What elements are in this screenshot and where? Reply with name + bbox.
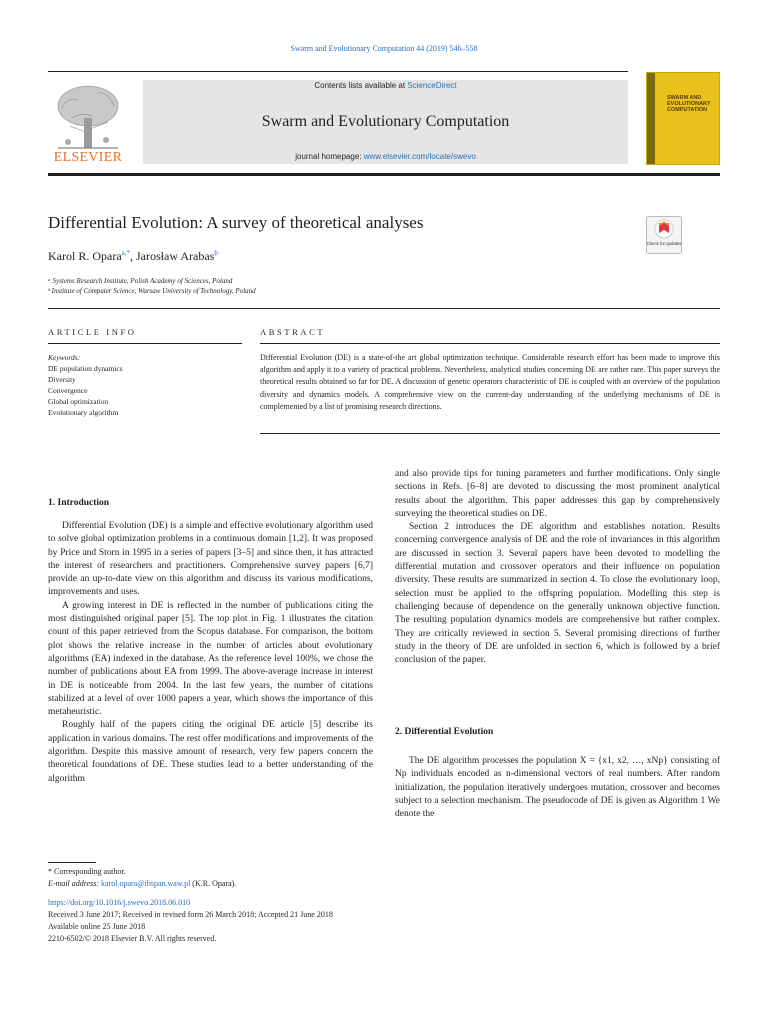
journal-reference-link[interactable]: Swarm and Evolutionary Computation 44 (2019) 546–558 bbox=[290, 44, 478, 53]
article-info-rule bbox=[48, 343, 242, 344]
header-top-rule bbox=[48, 71, 628, 72]
email-suffix: (K.R. Opara). bbox=[190, 879, 237, 888]
footnote bbox=[48, 866, 236, 890]
crossmark-label: Check for updates bbox=[646, 241, 682, 246]
email-line bbox=[48, 878, 236, 890]
keyword-item: Global optimization bbox=[48, 397, 109, 406]
keywords-block bbox=[48, 352, 123, 418]
author-2[interactable]: Jarosław Arabas bbox=[136, 249, 215, 263]
corresponding-author-note bbox=[48, 866, 236, 878]
article-info-heading: ARTICLE INFO bbox=[48, 327, 137, 337]
contents-line bbox=[143, 81, 628, 90]
footnote-marker: * bbox=[48, 867, 52, 876]
email-link[interactable]: karol.opara@ibspan.waw.pl bbox=[101, 879, 191, 888]
available-online: Available online 25 June 2018 bbox=[48, 922, 146, 931]
right-column-section-2 bbox=[395, 755, 720, 821]
publication-info bbox=[48, 897, 333, 945]
elsevier-wordmark: ELSEVIER bbox=[53, 150, 123, 165]
intro-paragraph-4: and also provide tips for tuning parameters and further modifications. Only single sections in Refs. [6–8] are devoted to discussing the most prominent analytical results about the algorithm. This paper addresses this gap by comprehensively surveying the theoretical studies on DE. bbox=[395, 469, 720, 519]
header-bottom-rule bbox=[48, 173, 720, 176]
intro-paragraph-1: Differential Evolution (DE) is a simple and effective evolutionary algorithm used to solve global optimization problems in a continuous domain [1,2]. It was proposed by Price and Storn in 1995 in a series of papers [3–5] and since then, it has attracted the interest of researchers and practitioners. Comprehensive survey papers [6,7] provide an up-to-date view on this algorithm and discuss its various modifications, improvements and uses. bbox=[48, 521, 373, 598]
cover-title: SWARM AND EVOLUTIONARY COMPUTATION bbox=[667, 95, 711, 113]
de-paragraph-1: The DE algorithm processes the population X = {x1, x2, …, xNp} consisting of Np individuals encoded as n-dimensional vectors of real numbers. After random initialization, the population iteratively undergoes mutation, crossover and becomes subject to a selection mechanism. The pseudocode of DE is given as Algorithm 1 We denote the bbox=[395, 756, 720, 820]
doi-link[interactable]: https://doi.org/10.1016/j.swevo.2018.06.010 bbox=[48, 898, 191, 907]
abstract-heading: ABSTRACT bbox=[260, 327, 326, 337]
author-2-affiliation-marker[interactable]: b bbox=[214, 249, 218, 257]
email-label: E-mail address: bbox=[48, 879, 100, 888]
author-1[interactable]: Karol R. Opara bbox=[48, 249, 122, 263]
homepage-prefix: journal homepage: bbox=[295, 152, 364, 161]
affiliation-b: ᵇ Institute of Computer Science, Warsaw University of Technology, Poland bbox=[48, 287, 256, 295]
affiliation-a: ᵃ Systems Research Institute, Polish Academy of Sciences, Poland bbox=[48, 277, 233, 285]
cover-band bbox=[647, 73, 655, 164]
received-dates: Received 3 June 2017; Received in revised form 26 March 2018; Accepted 21 June 2018 bbox=[48, 910, 333, 919]
keywords-label: Keywords: bbox=[48, 353, 81, 362]
abstract-rule bbox=[260, 343, 720, 344]
keyword-item: DE population dynamics bbox=[48, 364, 123, 373]
abstract-bottom-rule bbox=[260, 433, 720, 434]
authors bbox=[48, 249, 218, 264]
intro-paragraph-2: A growing interest in DE is reflected in the number of publications citing the most distinguished original paper [5]. The top plot in Fig. 1 illustrates the citation count of this paper retrieved from the Scopus database. For comparison, the bottom plot shows the relative increase in the number of articles about evolutionary algorithms (EA) indexed in the database. As the reference level 100%, we chose the number of publications about EA from 1999. The above-average increase in interest in DE is noticeable from 2004. In the last few years, the number of citations stabilized at a level of over 1000 papers a year, which shows the importance of this metaheuristic. bbox=[48, 600, 373, 718]
sciencedirect-link[interactable]: ScienceDirect bbox=[407, 81, 457, 90]
introduction-heading: 1. Introduction bbox=[48, 498, 110, 508]
keyword-item: Diversity bbox=[48, 375, 76, 384]
copyright: 2210-6502/© 2018 Elsevier B.V. All rights reserved. bbox=[48, 934, 217, 943]
intro-paragraph-5: Section 2 introduces the DE algorithm and establishes notation. Results concerning convergence analysis of DE and the role of invariances in this algorithm are discussed in section 3. Several papers have been devoted to modelling the differential mutation and crossover operators and their influence on population diversity. These results are summarized in section 4. To close the evolutionary loop, selection must be applied to the offspring population. Modelling this step is challenging because of dependence on the generally unknown objective function. The resulting population dynamics models are comprehensive but rather complex. They are critically reviewed in section 5. Several promising directions of further study in the theory of DE are unfolded in section 6, which is followed by a brief conclusion of the paper. bbox=[395, 522, 720, 666]
footnote-rule bbox=[48, 862, 96, 863]
homepage-line bbox=[143, 152, 628, 161]
differential-evolution-heading: 2. Differential Evolution bbox=[395, 727, 494, 737]
info-top-rule bbox=[48, 308, 720, 309]
corresponding-label: Corresponding author. bbox=[54, 867, 126, 876]
keyword-item: Convergence bbox=[48, 386, 88, 395]
article-title: Differential Evolution: A survey of theoretical analyses bbox=[48, 213, 424, 232]
abstract-text: Differential Evolution (DE) is a state-of-the art global optimization technique. Considerable research effort has been made to improve this algorithm and apply it to a variety of practical problems. Nevertheless, analytical studies concerning DE are rather rare. This paper surveys the theoretical results obtained so far for DE. A discussion of genetic operators characteristic of DE is coupled with an overview of the population diversity and dynamics models. A comprehensive view on the current-day understanding of the underlying mechanisms of DE is complemented by a list of promising research directions. bbox=[260, 353, 720, 411]
journal-cover-thumbnail[interactable] bbox=[646, 72, 720, 165]
journal-title: Swarm and Evolutionary Computation bbox=[261, 113, 510, 130]
author-1-affiliation-marker[interactable]: a,* bbox=[121, 249, 130, 257]
author-separator: , bbox=[130, 249, 136, 263]
contents-prefix: Contents lists available at bbox=[314, 81, 408, 90]
journal-homepage-link[interactable]: www.elsevier.com/locate/swevo bbox=[363, 152, 476, 161]
keyword-item: Evolutionary algorithm bbox=[48, 408, 119, 417]
left-column bbox=[48, 520, 373, 786]
right-column bbox=[395, 468, 720, 667]
intro-paragraph-3: Roughly half of the papers citing the original DE article [5] describe its application in various domains. The rest offer modifications and improvements of the algorithm. Despite this massive amount of research, very few papers concern the theoretical foundations of DE. These studies lead to a better understanding of the algorithm bbox=[48, 720, 373, 784]
check-for-updates-badge[interactable] bbox=[646, 216, 682, 254]
